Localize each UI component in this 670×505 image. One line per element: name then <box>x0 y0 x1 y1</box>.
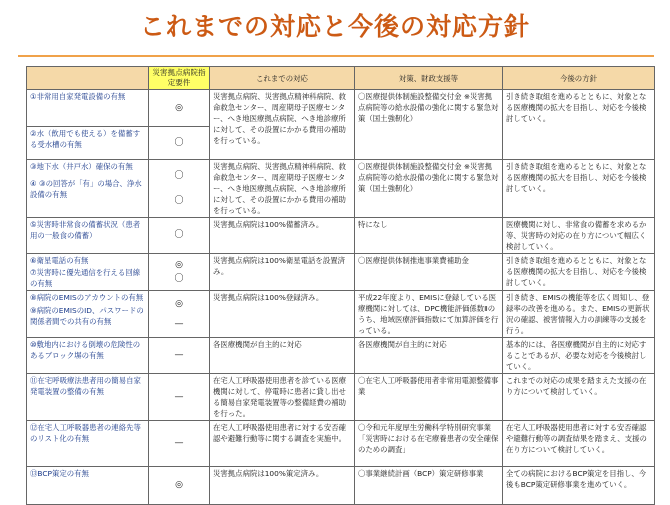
table-row <box>27 90 655 127</box>
past-cell: 在宅人工呼吸器使用患者を診ている医療機関に対して、停電時に患者に貸し出せる簡易自家発電装置等の整備経費の補助を行った。 <box>210 374 355 421</box>
requirement-mark: ◎ — <box>149 291 210 338</box>
past-cell: 各医療機関が自主的に対応 <box>210 338 355 374</box>
header-item <box>27 67 149 90</box>
past-cell: 災害拠点病院、災害拠点精神科病院、救命救急センター、周産期母子医療センター、へき地医療拠点病院、へき地診療所に対して、その設置にかかる費用の補助を行っている。 <box>210 160 355 218</box>
item-cell: ⑫在宅人工呼吸器患者の連絡先等のリスト化の有無 <box>27 421 149 467</box>
measures-cell: 〇事業継続計画（BCP）策定研修事業 <box>355 467 503 505</box>
future-cell: 全ての病院におけるBCP策定を目指し、今後もBCP策定研修事業を進めていく。 <box>503 467 655 505</box>
item-cell: ②水（飲用でも使える）を備蓄する受水槽の有無 <box>27 127 149 160</box>
measures-cell: 〇医療提供体制施設整備交付金 ※災害拠点病院等の給水設備の強化に関する緊急対策（国土強靭化） <box>355 90 503 160</box>
past-cell: 在宅人工呼吸器使用患者に対する安否確認や避難行動等に関する調査を実施中。 <box>210 421 355 467</box>
future-cell: 引き続き取組を進めるとともに、対象となる医療機関の拡大を目指し、対応を今後検討していく。 <box>503 160 655 218</box>
requirement-mark: ◎ <box>149 467 210 505</box>
header-measures: 対策、財政支援等 <box>355 67 503 90</box>
item-cell: ①非常用自家発電設備の有無 <box>27 90 149 127</box>
measures-cell: 〇令和元年度厚生労働科学特別研究事業「災害時における在宅療養患者の安全確保のための調査」 <box>355 421 503 467</box>
measures-cell: 各医療機関が自主的に対応 <box>355 338 503 374</box>
item-cell: ⑩敷地内における倒壊の危険性のあるブロック塀の有無 <box>27 338 149 374</box>
item-cell: ⑧病院のEMISのアカウントの有無 ⑨病院のEMISのID、パスワードの関係者間での共有の有無 <box>27 291 149 338</box>
table-row <box>27 374 655 421</box>
requirement-mark: ◎ 〇 <box>149 254 210 291</box>
table-row <box>27 160 655 218</box>
measures-cell: 〇在宅人工呼吸器使用者非常用電源整備事業 <box>355 374 503 421</box>
future-cell: 引き続き取組を進めるとともに、対象となる医療機関の拡大を目指し、対応を今後検討していく。 <box>503 90 655 160</box>
table-row <box>27 338 655 374</box>
past-cell: 災害拠点病院は100%登録済み。 <box>210 291 355 338</box>
item-cell: ⑬BCP策定の有無 <box>27 467 149 505</box>
requirement-mark: 〇 〇 <box>149 160 210 218</box>
header-requirement: 災害拠点病院指定要件 <box>149 67 210 90</box>
future-cell: 引き続き取組を進めるとともに、対象となる医療機関の拡大を目指し、対応を今後検討していく。 <box>503 254 655 291</box>
table-row <box>27 467 655 505</box>
future-cell: 引き続き、EMISの機能等を広く周知し、登録率の改善を進める。また、EMISの更新状況の確認、被害情報入力の訓練等の支援を行う。 <box>503 291 655 338</box>
table-row <box>27 291 655 338</box>
requirement-mark: ◎ <box>149 90 210 127</box>
measures-cell: 特になし <box>355 218 503 254</box>
requirement-mark: — <box>149 374 210 421</box>
past-cell: 災害拠点病院は100%衛星電話を設置済み。 <box>210 254 355 291</box>
requirement-mark: — <box>149 421 210 467</box>
past-cell: 災害拠点病院は100%策定済み。 <box>210 467 355 505</box>
future-cell: 基本的には、各医療機関が自主的に対応することであるが、必要な対応を今後検討していく。 <box>503 338 655 374</box>
table-header-row <box>27 67 655 90</box>
page-title: これまでの対応と今後の対応方針 <box>139 12 530 41</box>
policy-table <box>26 66 655 505</box>
measures-cell: 平成22年度より、EMISに登録している医療機関に対しては、DPC機能評価係数Ⅱのうち、地域医療評価指数にて加算評価を行っている。 <box>355 291 503 338</box>
future-cell: 在宅人工呼吸器使用患者に対する安否確認や避難行動等の調査結果を踏まえ、支援の在り方について検討していく。 <box>503 421 655 467</box>
requirement-mark: 〇 <box>149 218 210 254</box>
header-future: 今後の方針 <box>503 67 655 90</box>
table-row <box>27 218 655 254</box>
item-cell: ⑪在宅呼吸療法患者用の簡易自家発電装置の整備の有無 <box>27 374 149 421</box>
past-cell: 災害拠点病院は100%備蓄済み。 <box>210 218 355 254</box>
future-cell: これまでの対応の成果を踏まえた支援の在り方について検討していく。 <box>503 374 655 421</box>
table-row <box>27 421 655 467</box>
requirement-mark: — <box>149 338 210 374</box>
past-cell: 災害拠点病院、災害拠点精神科病院、救命救急センター、周産期母子医療センター、へき地医療拠点病院、へき地診療所に対して、その設置にかかる費用の補助を行っている。 <box>210 90 355 160</box>
requirement-mark: 〇 <box>149 127 210 160</box>
measures-cell: 〇医療提供体制推進事業費補助金 <box>355 254 503 291</box>
item-cell: ⑥衛星電話の有無 ⑦災害時に優先通信を行える回線の有無 <box>27 254 149 291</box>
measures-cell: 〇医療提供体制施設整備交付金 ※災害拠点病院等の給水設備の強化に関する緊急対策（国土強靭化） <box>355 160 503 218</box>
item-cell: ③地下水（井戸水）確保の有無 ④ ③の回答が「有」の場合、浄水設備の有無 <box>27 160 149 218</box>
header-past: これまでの対応 <box>210 67 355 90</box>
item-cell: ⑤災害時非常食の備蓄状況（患者用の一般食の備蓄） <box>27 218 149 254</box>
table-row <box>27 254 655 291</box>
title-underline <box>18 55 654 57</box>
future-cell: 医療機関に対し、非常食の備蓄を求めるか等、災害時の対応の在り方について幅広く検討していく。 <box>503 218 655 254</box>
